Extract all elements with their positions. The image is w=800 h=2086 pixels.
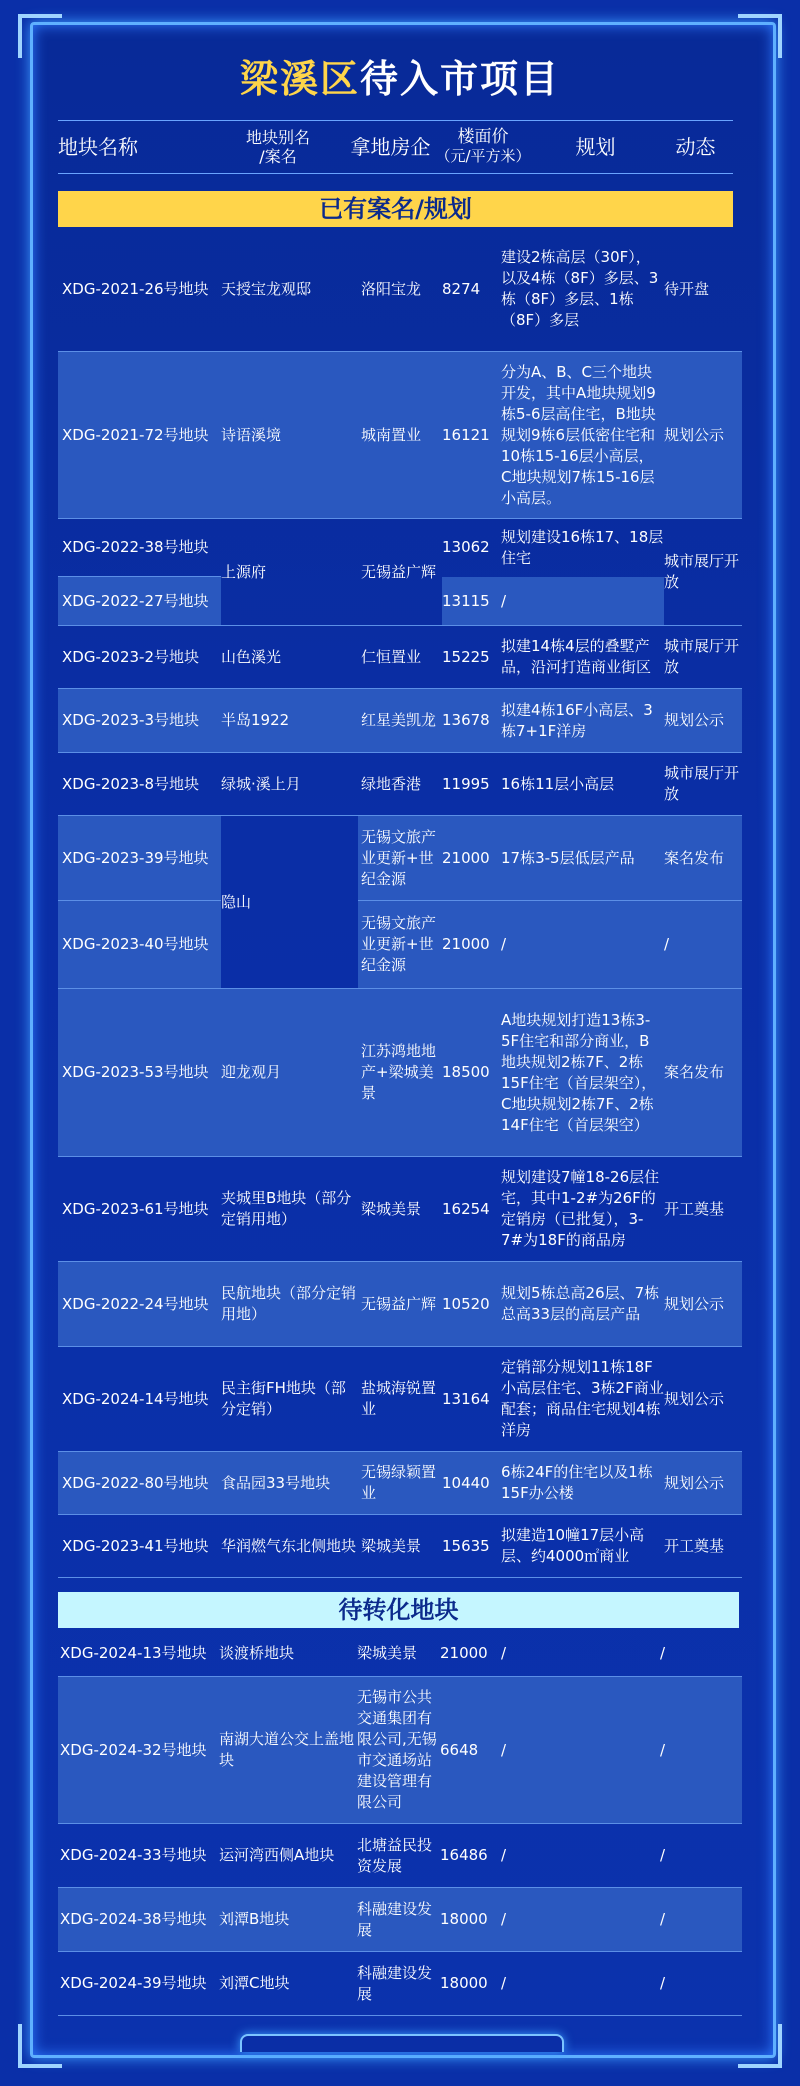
- table-row: [58, 352, 742, 519]
- cell-name: XDG-2024-33号地块: [60, 1846, 207, 1864]
- cell-plan: 规划建设7幢18-26层住宅，其中1-2#为26F的定销房（已批复），3-7#为18F的商品房: [501, 1168, 660, 1249]
- cell-status: 规划公示: [664, 1294, 725, 1313]
- cell-plan: 拟建4栋16F小高层、3栋7+1F洋房: [501, 700, 653, 740]
- cell-alias: 民主街FH地块（部分定销）: [221, 1379, 346, 1418]
- table-row: [58, 753, 742, 816]
- table-row: [58, 1157, 742, 1262]
- cell-name: XDG-2023-2号地块: [62, 647, 199, 666]
- cell-price: 11995: [442, 774, 490, 793]
- table-row: [58, 1888, 742, 1952]
- cell-alias: 绿城·溪上月: [221, 774, 301, 793]
- header-name: 地块名称: [58, 134, 138, 159]
- cell-name: XDG-2024-39号地块: [60, 1974, 207, 1992]
- bottom-decoration-bar: [240, 2034, 564, 2052]
- cell-name: XDG-2023-8号地块: [62, 774, 199, 793]
- cell-plan: A地块规划打造13栋3-5F住宅和部分商业，B地块规划2栋7F、2栋15F住宅（首层架空），C地块规划2栋7F、2栋14F住宅（首层架空）: [501, 1010, 657, 1134]
- cell-status: 开工奠基: [664, 1536, 725, 1555]
- cell-price: 13115: [442, 591, 490, 610]
- header-price: [433, 128, 533, 166]
- cell-plan: 16栋11层小高层: [501, 774, 615, 793]
- cell-status: 城市展厅开放: [664, 637, 740, 676]
- cell-alias: 华润燃气东北侧地块: [221, 1536, 357, 1555]
- cell-name: XDG-2024-38号地块: [60, 1910, 207, 1928]
- cell-developer: 绿地香港: [361, 774, 422, 793]
- cell-developer: 无锡益广辉: [361, 562, 437, 581]
- cell-name: XDG-2023-61号地块: [62, 1199, 209, 1218]
- cell-status: 案名发布: [664, 848, 725, 867]
- table-row: [58, 1262, 742, 1347]
- cell-developer: 红星美凯龙: [361, 711, 437, 729]
- header-plan: 规划: [575, 134, 616, 159]
- cell-name: XDG-2022-27号地块: [62, 591, 209, 610]
- cell-name: XDG-2024-14号地块: [62, 1389, 209, 1408]
- cell-price: 13062: [442, 538, 490, 556]
- cell-price: 16121: [442, 425, 490, 444]
- cell-price: 18000: [440, 1910, 488, 1928]
- cell-status: 开工奠基: [664, 1199, 725, 1218]
- pending-plots-table: [58, 1630, 742, 2016]
- title-main: 待入市项目: [360, 57, 561, 101]
- cell-price: 13164: [442, 1389, 490, 1408]
- cell-alias: 上源府: [221, 562, 267, 581]
- table-row: [58, 1347, 742, 1452]
- cell-plan: /: [501, 1910, 507, 1928]
- cell-status: 规划公示: [664, 425, 725, 444]
- table-row: [58, 1952, 742, 2016]
- table-row: [58, 689, 742, 753]
- cell-status: /: [660, 1740, 666, 1759]
- cell-plan: 建设2栋高层（30F），以及4栋（8F）多层、3栋（8F）多层、1栋（8F）多层: [501, 248, 659, 329]
- named-projects-table: [58, 227, 742, 1578]
- header-price-line1: 楼面价: [457, 127, 509, 147]
- cell-developer: 无锡文旅产业更新+世纪金源: [361, 827, 437, 888]
- cell-status: 城市展厅开放: [664, 552, 740, 591]
- cell-developer: 江苏鸿地地产+梁城美景: [361, 1042, 437, 1102]
- table-header: [58, 120, 733, 174]
- cell-plan: 6栋24F的住宅以及1栋15F办公楼: [501, 1463, 653, 1502]
- cell-developer: 洛阳宝龙: [361, 279, 422, 298]
- cell-name: XDG-2023-53号地块: [62, 1063, 209, 1081]
- cell-developer: 无锡文旅产业更新+世纪金源: [361, 914, 437, 974]
- cell-plan: /: [501, 591, 507, 610]
- cell-alias: 隐山: [221, 892, 252, 911]
- table-row: [58, 1515, 742, 1578]
- cell-price: 18000: [440, 1974, 488, 1992]
- table-row: [58, 626, 742, 689]
- cell-price: 10520: [442, 1294, 490, 1313]
- cell-name: XDG-2024-32号地块: [60, 1740, 207, 1759]
- cell-developer: 梁城美景: [357, 1643, 418, 1662]
- section-header-named: 已有案名/规划: [58, 191, 733, 227]
- cell-price: 6648: [440, 1740, 479, 1759]
- header-price-line2: （元/平方米）: [435, 147, 531, 165]
- cell-alias: 诗语溪境: [221, 425, 282, 444]
- cell-price: 16486: [440, 1846, 488, 1864]
- cell-price: 18500: [442, 1063, 490, 1081]
- header-alias-line1: 地块别名: [245, 128, 310, 147]
- cell-status: 待开盘: [664, 279, 710, 298]
- cell-alias: 半岛1922: [221, 711, 290, 729]
- cell-alias: 南湖大道公交上盖地块: [219, 1730, 355, 1769]
- cell-developer: 无锡绿颖置业: [361, 1463, 437, 1502]
- cell-price: 10440: [442, 1473, 490, 1492]
- header-developer: 拿地房企: [350, 134, 431, 159]
- header-alias-line2: /案名: [259, 147, 297, 166]
- cell-developer: 无锡市公共交通集团有限公司,无锡市交通场站建设管理有限公司: [357, 1688, 437, 1811]
- table-row: [58, 1677, 742, 1824]
- title-district: 梁溪区: [239, 57, 360, 101]
- cell-plan: /: [501, 1643, 507, 1662]
- cell-name: XDG-2024-13号地块: [60, 1643, 207, 1662]
- cell-alias: 迎龙观月: [221, 1063, 282, 1081]
- cell-developer: 梁城美景: [361, 1536, 422, 1555]
- cell-plan: 定销部分规划11栋18F小高层住宅、3栋2F商业配套；商品住宅规划4栋洋房: [501, 1358, 664, 1439]
- table-row-group: [58, 519, 742, 626]
- cell-name: XDG-2022-38号地块: [62, 538, 209, 556]
- cell-plan: /: [501, 1846, 507, 1864]
- cell-status: 规划公示: [664, 711, 725, 729]
- page-title: [0, 48, 800, 103]
- table-row: [58, 989, 742, 1157]
- cell-alias: 天授宝龙观邸: [221, 279, 312, 298]
- table-row: [58, 227, 742, 352]
- cell-plan: 17栋3-5层低层产品: [501, 848, 635, 867]
- cell-price: 8274: [442, 279, 481, 298]
- cell-status: /: [660, 1846, 666, 1864]
- table-row: [58, 1452, 742, 1515]
- cell-developer: 城南置业: [361, 425, 422, 444]
- cell-name: XDG-2023-3号地块: [62, 711, 199, 729]
- cell-alias: 刘潭B地块: [219, 1910, 290, 1928]
- cell-alias: 夹城里B地块（部分定销用地）: [221, 1189, 352, 1228]
- cell-plan: 规划5栋总高26层、7栋总高33层的高层产品: [501, 1284, 660, 1323]
- frame-corner-decoration: [18, 2024, 62, 2068]
- cell-alias: 运河湾西侧A地块: [219, 1846, 335, 1864]
- cell-developer: 梁城美景: [361, 1199, 422, 1218]
- cell-plan: /: [501, 1740, 507, 1759]
- cell-plan: /: [501, 1974, 507, 1992]
- cell-plan: 拟建造10幢17层小高层、约4000㎡商业: [501, 1526, 645, 1565]
- cell-alias: 谈渡桥地块: [219, 1643, 295, 1662]
- cell-price: 15225: [442, 647, 490, 666]
- header-status: 动态: [675, 134, 716, 159]
- cell-developer: 盐城海锐置业: [361, 1379, 437, 1418]
- cell-name: XDG-2023-39号地块: [62, 848, 209, 867]
- cell-alias: 食品园33号地块: [221, 1473, 331, 1492]
- cell-price: 15635: [442, 1536, 490, 1555]
- cell-status: /: [664, 935, 670, 953]
- cell-alias: 山色溪光: [221, 647, 282, 666]
- cell-price: 21000: [442, 935, 490, 953]
- cell-status: /: [660, 1974, 666, 1992]
- cell-alias: 民航地块（部分定销用地）: [221, 1284, 357, 1323]
- section-header-pending: 待转化地块: [58, 1592, 739, 1628]
- cell-alias: 刘潭C地块: [219, 1974, 290, 1992]
- cell-status: 案名发布: [664, 1063, 725, 1081]
- cell-name: XDG-2022-24号地块: [62, 1294, 209, 1313]
- cell-price: 13678: [442, 711, 490, 729]
- cell-name: XDG-2021-26号地块: [62, 279, 209, 298]
- cell-developer: 仁恒置业: [361, 647, 422, 666]
- header-alias: [208, 128, 348, 166]
- table-row: [58, 1824, 742, 1888]
- cell-status: /: [660, 1643, 666, 1662]
- cell-developer: 科融建设发展: [357, 1899, 433, 1939]
- table-row-group: [58, 816, 742, 989]
- cell-price: 16254: [442, 1199, 490, 1218]
- cell-plan: 规划建设16栋17、18层住宅: [501, 527, 664, 567]
- cell-name: XDG-2021-72号地块: [62, 425, 209, 444]
- cell-status: 城市展厅开放: [664, 764, 740, 803]
- cell-status: 规划公示: [664, 1473, 725, 1492]
- cell-status: /: [660, 1910, 666, 1928]
- cell-plan: 拟建14栋4层的叠墅产品，沿河打造商业街区: [501, 637, 652, 676]
- cell-plan: /: [501, 935, 507, 953]
- cell-developer: 科融建设发展: [357, 1963, 433, 2003]
- cell-name: XDG-2023-40号地块: [62, 935, 209, 953]
- cell-developer: 无锡益广辉: [361, 1294, 437, 1313]
- cell-name: XDG-2023-41号地块: [62, 1536, 209, 1555]
- table-row: [58, 1630, 742, 1677]
- cell-plan: 分为A、B、C三个地块开发，其中A地块规划9栋5-6层高住宅，B地块规划9栋6层低密住宅和10栋15-16层小高层，C地块规划7栋15-16层小高层。: [501, 362, 656, 507]
- cell-developer: 北塘益民投资发展: [357, 1835, 433, 1875]
- cell-price: 21000: [440, 1643, 488, 1662]
- frame-corner-decoration: [738, 2024, 782, 2068]
- cell-status: 规划公示: [664, 1389, 725, 1408]
- cell-price: 21000: [442, 848, 490, 867]
- cell-name: XDG-2022-80号地块: [62, 1473, 209, 1492]
